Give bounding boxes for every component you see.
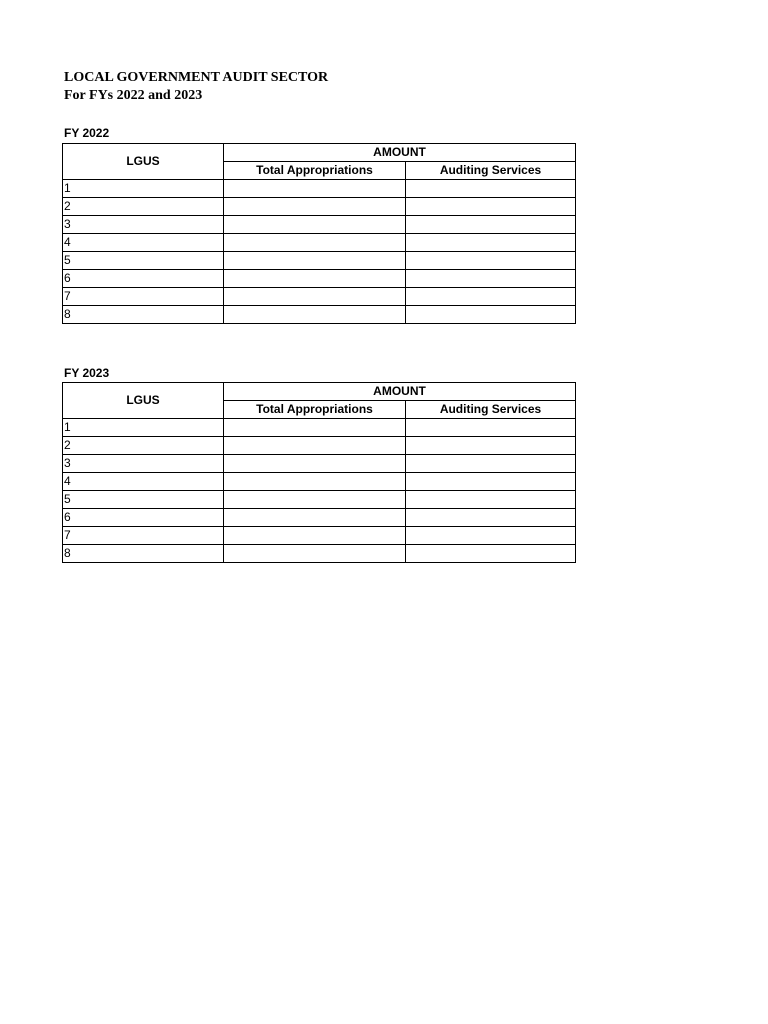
table-row [63, 419, 576, 437]
auditing-services-cell[interactable] [406, 437, 576, 455]
row-number: 1 [63, 180, 224, 198]
total-appropriations-cell[interactable] [224, 234, 406, 252]
total-appropriations-cell[interactable] [224, 198, 406, 216]
total-appropriations-cell[interactable] [224, 545, 406, 563]
auditing-services-cell[interactable] [406, 288, 576, 306]
auditing-services-cell[interactable] [406, 270, 576, 288]
auditing-services-cell[interactable] [406, 545, 576, 563]
auditing-services-cell[interactable] [406, 306, 576, 324]
row-number: 2 [63, 437, 224, 455]
total-appropriations-cell[interactable] [224, 527, 406, 545]
auditing-services-header: Auditing Services [406, 162, 576, 180]
total-appropriations-header: Total Appropriations [224, 401, 406, 419]
table-row [63, 306, 576, 324]
table-row [63, 527, 576, 545]
auditing-services-cell[interactable] [406, 473, 576, 491]
row-number: 8 [63, 306, 224, 324]
row-number: 7 [63, 527, 224, 545]
table-row [63, 288, 576, 306]
auditing-services-cell[interactable] [406, 180, 576, 198]
total-appropriations-cell[interactable] [224, 252, 406, 270]
row-number: 3 [63, 455, 224, 473]
row-number: 8 [63, 545, 224, 563]
auditing-services-cell[interactable] [406, 216, 576, 234]
document-title: LOCAL GOVERNMENT AUDIT SECTOR [64, 70, 329, 85]
row-number: 5 [63, 252, 224, 270]
auditing-services-cell[interactable] [406, 509, 576, 527]
table-row [63, 491, 576, 509]
fy-2023-label: FY 2023 [64, 366, 110, 380]
auditing-services-header: Auditing Services [406, 401, 576, 419]
fy-2023-table [62, 382, 576, 563]
total-appropriations-cell[interactable] [224, 509, 406, 527]
auditing-services-cell[interactable] [406, 491, 576, 509]
table-row [63, 545, 576, 563]
fy-2022-table [62, 143, 576, 324]
total-appropriations-header: Total Appropriations [224, 162, 406, 180]
row-number: 7 [63, 288, 224, 306]
auditing-services-cell[interactable] [406, 527, 576, 545]
row-number: 4 [63, 473, 224, 491]
table-row [63, 198, 576, 216]
table-row [63, 509, 576, 527]
fy-2022-label: FY 2022 [64, 126, 110, 140]
total-appropriations-cell[interactable] [224, 216, 406, 234]
table-header-row [63, 144, 576, 162]
auditing-services-cell[interactable] [406, 198, 576, 216]
table-row [63, 455, 576, 473]
row-number: 4 [63, 234, 224, 252]
total-appropriations-cell[interactable] [224, 437, 406, 455]
row-number: 6 [63, 509, 224, 527]
amount-header: AMOUNT [224, 144, 576, 162]
row-number: 3 [63, 216, 224, 234]
table-row [63, 180, 576, 198]
table-header-row [63, 383, 576, 401]
table-row [63, 437, 576, 455]
lgus-header: LGUS [63, 383, 224, 419]
row-number: 2 [63, 198, 224, 216]
document-subtitle: For FYs 2022 and 2023 [64, 88, 203, 103]
document-heading [64, 69, 328, 105]
total-appropriations-cell[interactable] [224, 288, 406, 306]
table-row [63, 252, 576, 270]
total-appropriations-cell[interactable] [224, 270, 406, 288]
auditing-services-cell[interactable] [406, 455, 576, 473]
row-number: 1 [63, 419, 224, 437]
row-number: 6 [63, 270, 224, 288]
amount-header: AMOUNT [224, 383, 576, 401]
auditing-services-cell[interactable] [406, 234, 576, 252]
table-row [63, 216, 576, 234]
total-appropriations-cell[interactable] [224, 455, 406, 473]
total-appropriations-cell[interactable] [224, 419, 406, 437]
total-appropriations-cell[interactable] [224, 306, 406, 324]
table-row [63, 473, 576, 491]
auditing-services-cell[interactable] [406, 419, 576, 437]
total-appropriations-cell[interactable] [224, 473, 406, 491]
lgus-header: LGUS [63, 144, 224, 180]
auditing-services-cell[interactable] [406, 252, 576, 270]
total-appropriations-cell[interactable] [224, 180, 406, 198]
row-number: 5 [63, 491, 224, 509]
table-row [63, 270, 576, 288]
table-row [63, 234, 576, 252]
total-appropriations-cell[interactable] [224, 491, 406, 509]
